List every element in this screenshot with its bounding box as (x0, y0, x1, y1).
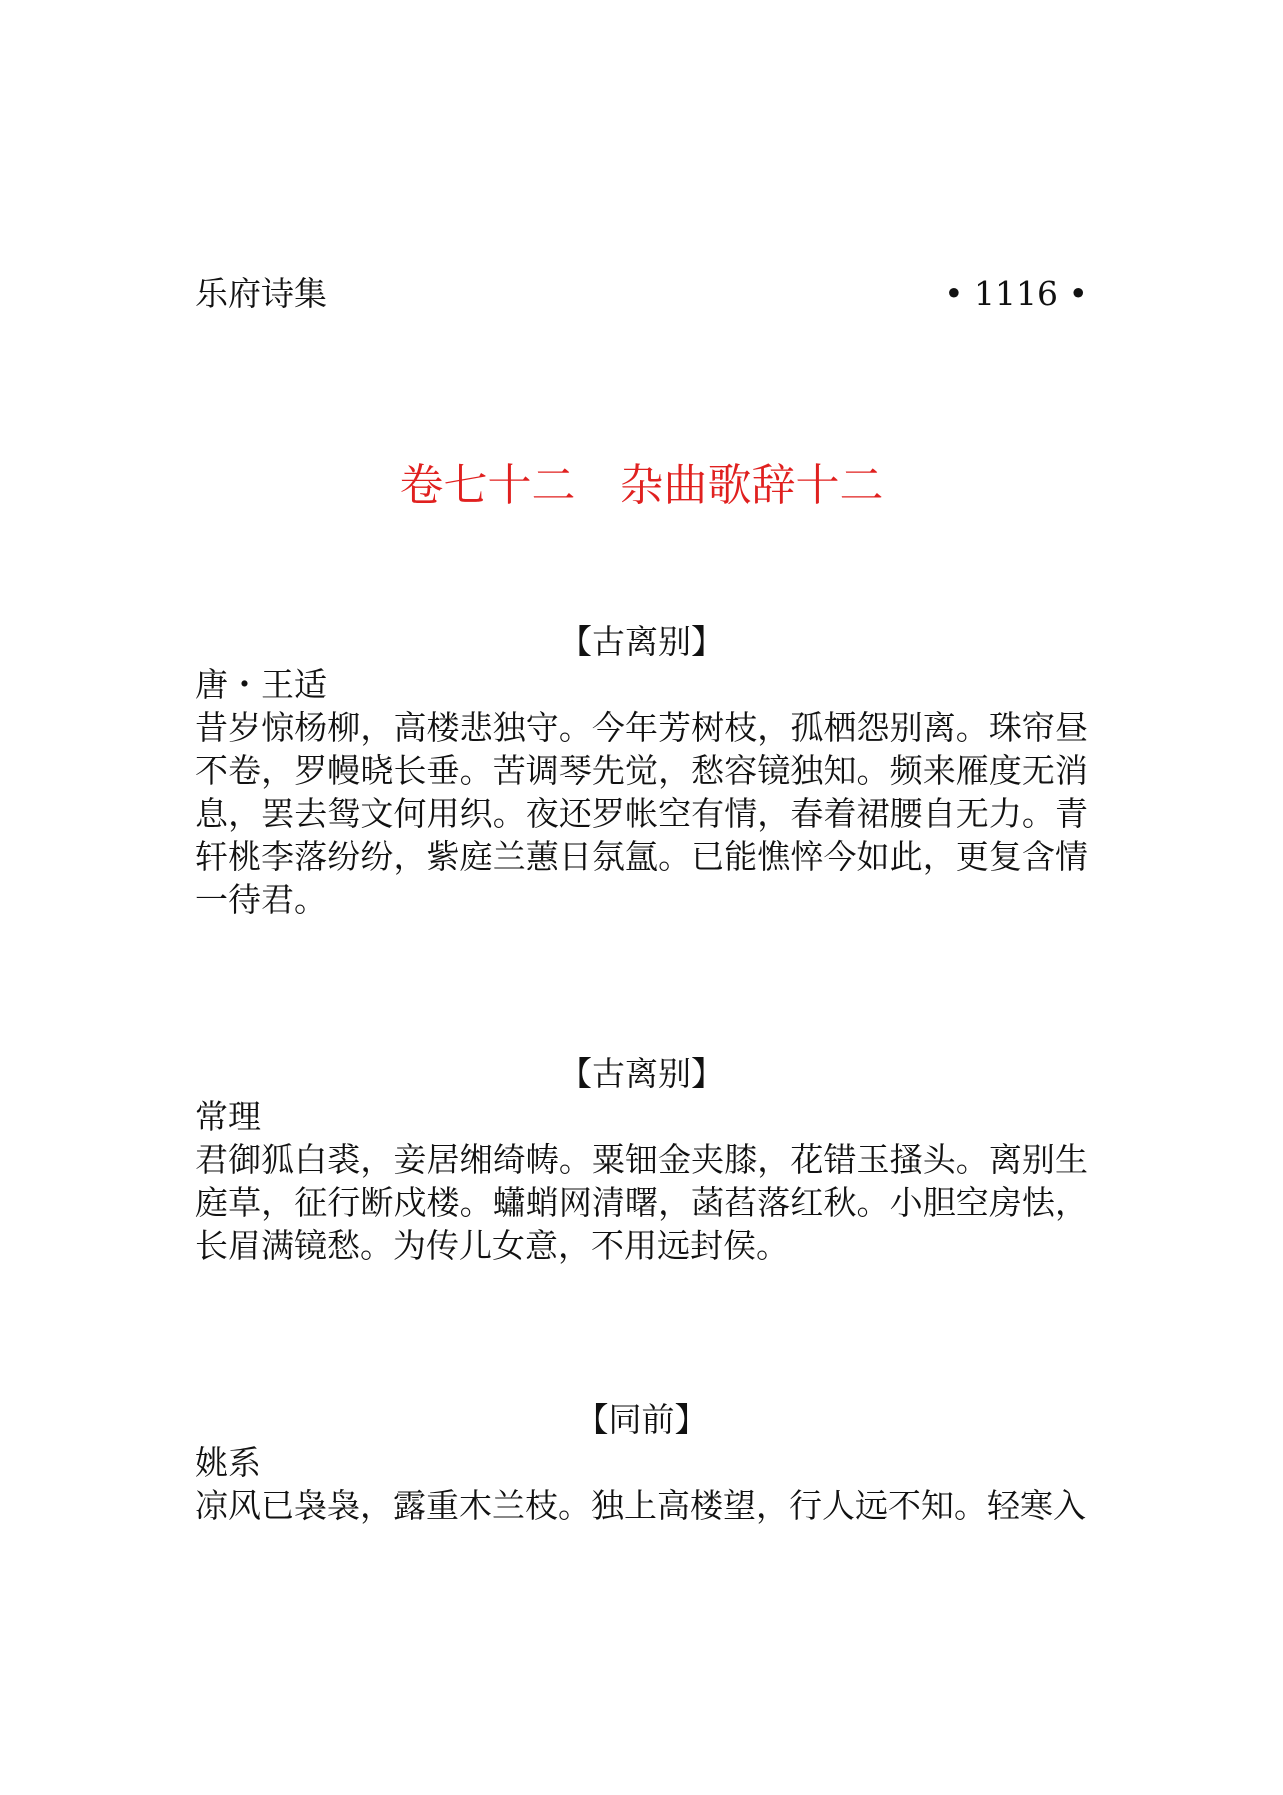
poem-text: 昔岁惊杨柳，高楼悲独守。今年芳树枝，孤栖怨别离。珠帘昼不卷，罗幔晓长垂。苦调琴先觉，愁容镜独知。频来雁度无消息，罢去鸳文何用织。夜还罗帐空有情，春着裙腰自无力。青轩桃李落纷纷，紫庭兰蕙日氛氲。已能憔悴今如此，更复含情一待君。 (195, 708, 1088, 919)
poem-title: 【古离别】 (559, 1054, 724, 1093)
poem-title: 【同前】 (575, 1400, 708, 1439)
poem-text: 君御狐白裘，妾居缃绮帱。粟钿金夹膝，花错玉搔头。离别生庭草，征行断戍楼。蠨蛸网清曙，菡萏落红秋。小胆空房怯，长眉满镜愁。为传儿女意，不用远封侯。 (195, 1140, 1088, 1265)
chapter-title: 卷七十二 杂曲歌辞十二 (399, 460, 884, 511)
poem-text: 凉风已袅袅，露重木兰枝。独上高楼望，行人远不知。轻寒入 (195, 1486, 1086, 1525)
poem-block (195, 1398, 1088, 1527)
poem-author: 姚系 (195, 1443, 261, 1482)
page-number: • 1116 • (944, 274, 1088, 313)
poem-author: 常理 (195, 1097, 261, 1136)
poem-block (195, 1052, 1088, 1267)
poem-author: 唐・王适 (195, 665, 327, 704)
poem-title: 【古离别】 (559, 622, 724, 661)
book-title: 乐府诗集 (195, 274, 327, 313)
poem-block (195, 620, 1088, 921)
running-head (195, 272, 1088, 316)
